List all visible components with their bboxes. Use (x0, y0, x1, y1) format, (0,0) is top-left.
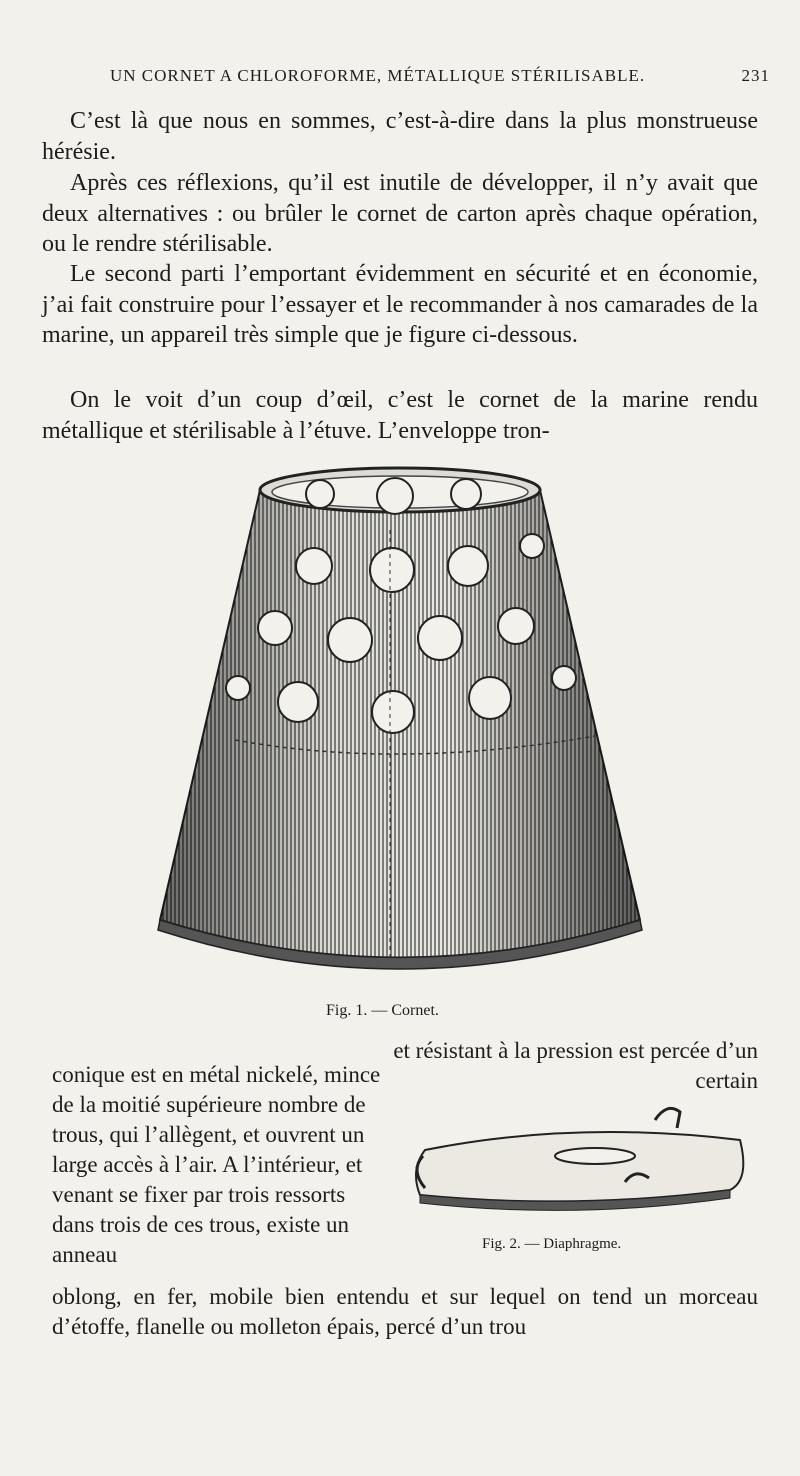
page-number: 231 (741, 66, 770, 85)
cornet-illustration (150, 450, 650, 990)
header-title: UN CORNET A CHLOROFORME, MÉTALLIQUE STÉRILISABLE. (110, 66, 646, 85)
diaphragm-illustration (405, 1100, 750, 1220)
paragraph: oblong, en fer, mobile bien entendu et sur lequel on tend un morceau d’étoffe, flanelle ou molleton épais, percé d’un trou (52, 1284, 758, 1339)
paragraph-left-column: conique est en métal nickelé, mince de la moitié supérieure nombre de trous, qui l’allègent, et ouvrent un large accès à l’air. A l’intérieur, et venant se fixer par trois ressorts dans trois de ces trous, existe un anneau (52, 1062, 381, 1267)
paragraph: Après ces réflexions, qu’il est inutile de développer, il n’y avait que deux alternatives : ou brûler le cornet de carton après chaque opération, ou le rendre stérilisable. (42, 170, 758, 257)
figure-1-caption: Fig. 1. — Cornet. (326, 1002, 439, 1019)
figure-2-caption: Fig. 2. — Diaphragme. (482, 1236, 622, 1252)
paragraph: On le voit d’un coup d’œil, c’est le cornet de la marine rendu métallique et stérilisable à l’étuve. L’enveloppe tron- (42, 387, 758, 444)
paragraph-right-column: et résistant à la pression est percée d’un certain (393, 1038, 758, 1093)
paragraph: Le second parti l’emportant évidemment en sécurité et en économie, j’ai fait construire pour l’essayer et le recommander à nos camarades de la marine, un appareil très simple que je figure ci-dessous. (42, 261, 758, 348)
paragraph: C’est là que nous en sommes, c’est-à-dire dans la plus monstrueuse hérésie. (42, 108, 758, 165)
